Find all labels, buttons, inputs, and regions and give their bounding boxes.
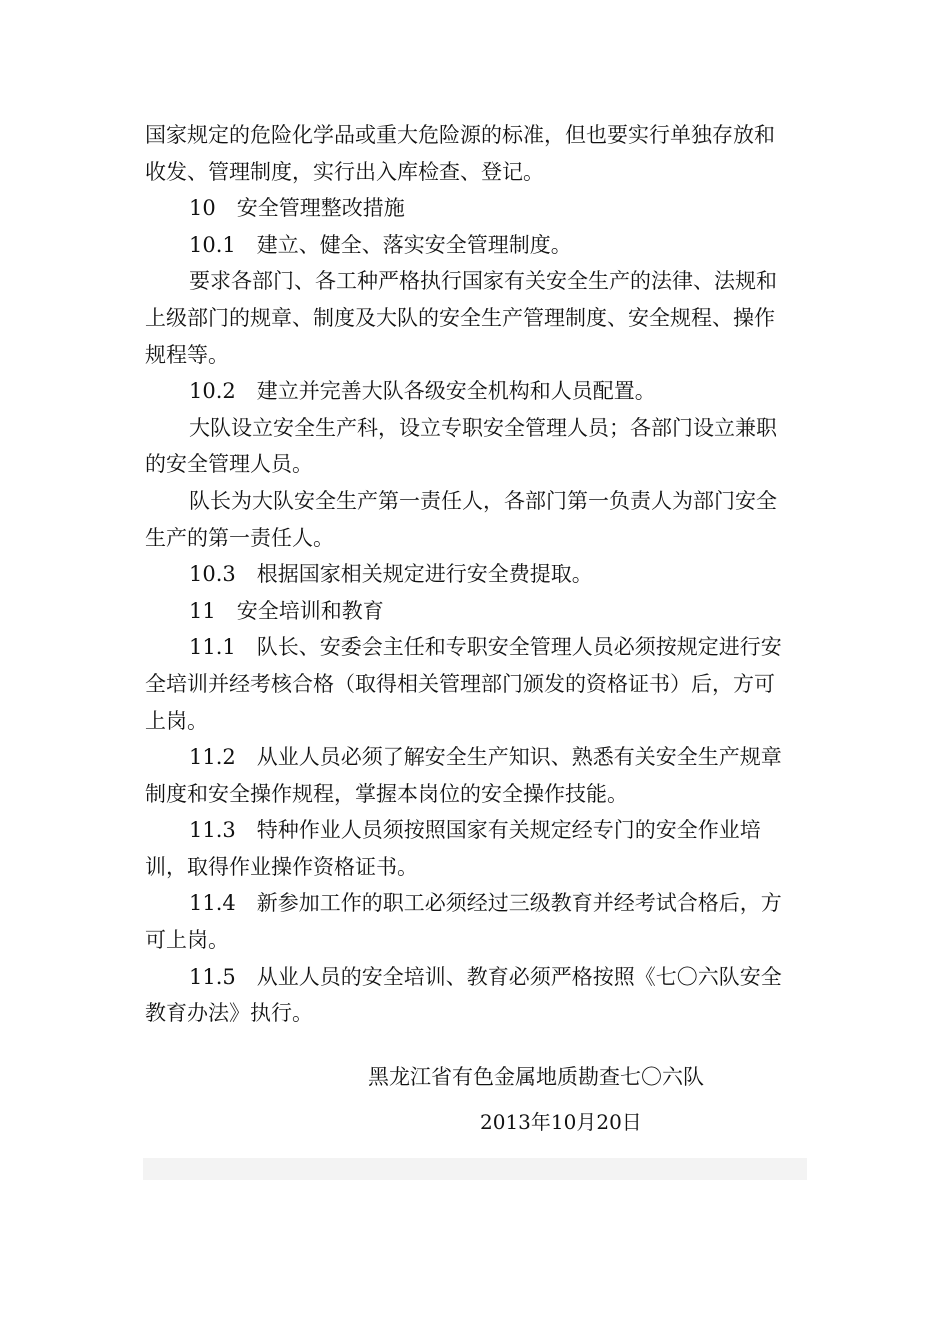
text-line: 10 安全管理整改措施	[189, 196, 405, 221]
text-line: 11.3 特种作业人员须按照国家有关规定经专门的安全作业培	[189, 818, 761, 843]
text-line: 队长为大队安全生产第一责任人，各部门第一负责人为部门安全	[189, 488, 777, 513]
text-line: 可上岗。	[145, 928, 229, 953]
text-line: 全培训并经考核合格（取得相关管理部门颁发的资格证书）后，方可	[145, 671, 775, 696]
text-line: 国家规定的危险化学品或重大危险源的标准，但也要实行单独存放和	[145, 123, 775, 147]
text-line: 教育办法》执行。	[145, 1001, 313, 1026]
text-line: 训，取得作业操作资格证书。	[145, 854, 418, 879]
signature-date: 2013年10月20日	[480, 1110, 642, 1134]
text-line: 11.2 从业人员必须了解安全生产知识、熟悉有关安全生产规章	[189, 745, 782, 770]
signature-organization: 黑龙江省有色金属地质勘查七〇六队	[368, 1065, 704, 1089]
footer-bar	[143, 1158, 807, 1180]
text-line: 上岗。	[145, 708, 208, 733]
text-line: 的安全管理人员。	[145, 452, 313, 477]
text-line: 大队设立安全生产科，设立专职安全管理人员；各部门设立兼职	[189, 415, 777, 440]
body-text	[145, 117, 810, 1032]
text-line: 11.4 新参加工作的职工必须经过三级教育并经考试合格后，方	[189, 891, 782, 916]
text-line: 11.5 从业人员的安全培训、教育必须严格按照《七〇六队安全	[189, 964, 782, 989]
text-line: 11.1 队长、安委会主任和专职安全管理人员必须按规定进行安	[189, 635, 782, 660]
text-line: 11 安全培训和教育	[189, 598, 384, 623]
text-line: 10.1 建立、健全、落实安全管理制度。	[189, 232, 572, 257]
text-line: 10.3 根据国家相关规定进行安全费提取。	[189, 562, 593, 587]
text-line: 要求各部门、各工种严格执行国家有关安全生产的法律、法规和	[189, 269, 777, 294]
text-line: 规程等。	[145, 342, 229, 367]
text-line: 10.2 建立并完善大队各级安全机构和人员配置。	[189, 379, 656, 404]
text-line: 生产的第一责任人。	[145, 525, 334, 550]
text-line: 收发、管理制度，实行出入库检查、登记。	[145, 159, 544, 184]
text-line: 制度和安全操作规程，掌握本岗位的安全操作技能。	[145, 781, 628, 806]
text-line: 上级部门的规章、制度及大队的安全生产管理制度、安全规程、操作	[145, 305, 775, 330]
